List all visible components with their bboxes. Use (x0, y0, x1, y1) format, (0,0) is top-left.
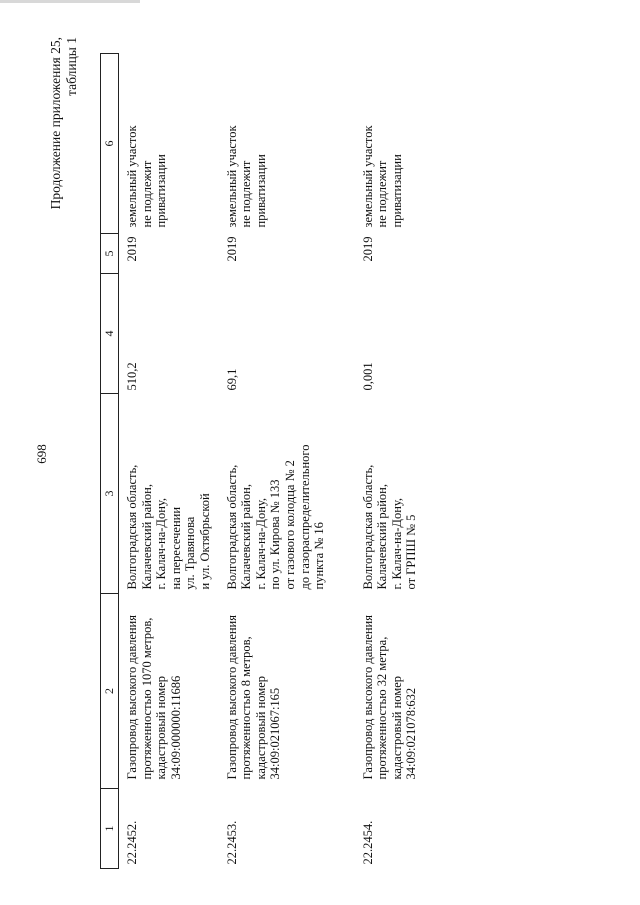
column-header: 3 (101, 394, 119, 594)
address-line: от ГРПШ № 5 (404, 514, 419, 590)
row-number: 22.2454. (360, 820, 375, 865)
status-line: земельный участок (224, 125, 239, 228)
address-line: ул. Травянова (183, 516, 198, 590)
address-line: до газораспределительного (297, 444, 312, 590)
table-header-row (101, 54, 119, 869)
column-header: 5 (101, 234, 119, 274)
address-line: г. Калач-на-Дону, (253, 497, 268, 590)
object-address (355, 394, 425, 594)
object-name-line: протяженностью 32 метра, (375, 636, 390, 780)
address-line: Калачевский район, (239, 484, 254, 590)
object-name-line: кадастровый номер (389, 675, 404, 780)
object-name (219, 594, 355, 789)
status-line: приватизации (253, 154, 268, 228)
table-row (119, 54, 219, 869)
object-value: 510,2 (125, 362, 139, 391)
status-line: земельный участок (125, 125, 139, 228)
address-line: Волгоградская область, (224, 464, 239, 590)
table-row (219, 54, 355, 869)
address-line: г. Калач-на-Дону, (389, 497, 404, 590)
address-line: г. Калач-на-Дону, (154, 497, 169, 590)
object-value: 0,001 (360, 362, 375, 391)
object-address (119, 394, 219, 594)
object-name-line: 34:09:021067:165 (268, 687, 283, 780)
address-line: Волгоградская область, (360, 464, 375, 590)
object-name-line: кадастровый номер (154, 675, 169, 780)
address-line: Волгоградская область, (125, 464, 139, 590)
object-name-line: кадастровый номер (253, 675, 268, 780)
address-line: от газового колодца № 2 (282, 460, 297, 590)
object-address (219, 394, 355, 594)
column-header: 1 (101, 789, 119, 869)
status-line: земельный участок (360, 125, 375, 228)
column-header: 4 (101, 274, 119, 394)
address-line: по ул. Кирова № 133 (268, 479, 283, 590)
continuation-heading (48, 37, 80, 245)
address-line: на пересечении (168, 506, 183, 590)
page-number: 698 (34, 444, 49, 464)
row-number: 22.2452. (125, 820, 139, 865)
objects-table (100, 53, 425, 869)
object-status (219, 54, 355, 234)
continuation-line-1: Продолжение приложения 25, (48, 37, 63, 210)
object-status (119, 54, 219, 234)
status-line: приватизации (389, 154, 404, 228)
column-header: 6 (101, 54, 119, 234)
object-name (119, 594, 219, 789)
status-line: не подлежит (375, 160, 390, 228)
continuation-line-2: таблицы 1 (64, 37, 79, 96)
object-name-line: протяженностью 1070 метров, (139, 617, 154, 780)
row-number: 22.2453. (224, 820, 239, 865)
object-name-line: протяженностью 8 метров, (239, 636, 254, 780)
object-status (355, 54, 425, 234)
object-year: 2019 (360, 236, 375, 262)
address-line: пункта № 16 (312, 522, 327, 590)
column-header: 2 (101, 594, 119, 789)
address-line: Калачевский район, (375, 484, 390, 590)
object-value: 69,1 (224, 368, 239, 391)
object-name-line: 34:09:000000:11686 (168, 675, 183, 780)
status-line: приватизации (154, 154, 169, 228)
object-year: 2019 (224, 236, 239, 262)
table-row (355, 54, 425, 869)
status-line: не подлежит (239, 160, 254, 228)
status-line: не подлежит (139, 160, 154, 228)
object-name-line: Газопровод высокого давления (360, 615, 375, 780)
object-year: 2019 (125, 236, 139, 262)
object-name-line: Газопровод высокого давления (224, 615, 239, 780)
object-name-line: Газопровод высокого давления (125, 615, 139, 780)
address-line: Калачевский район, (139, 484, 154, 590)
object-name (355, 594, 425, 789)
object-name-line: 34:09:021078:632 (404, 687, 419, 780)
address-line: и ул. Октябрьской (197, 493, 212, 590)
